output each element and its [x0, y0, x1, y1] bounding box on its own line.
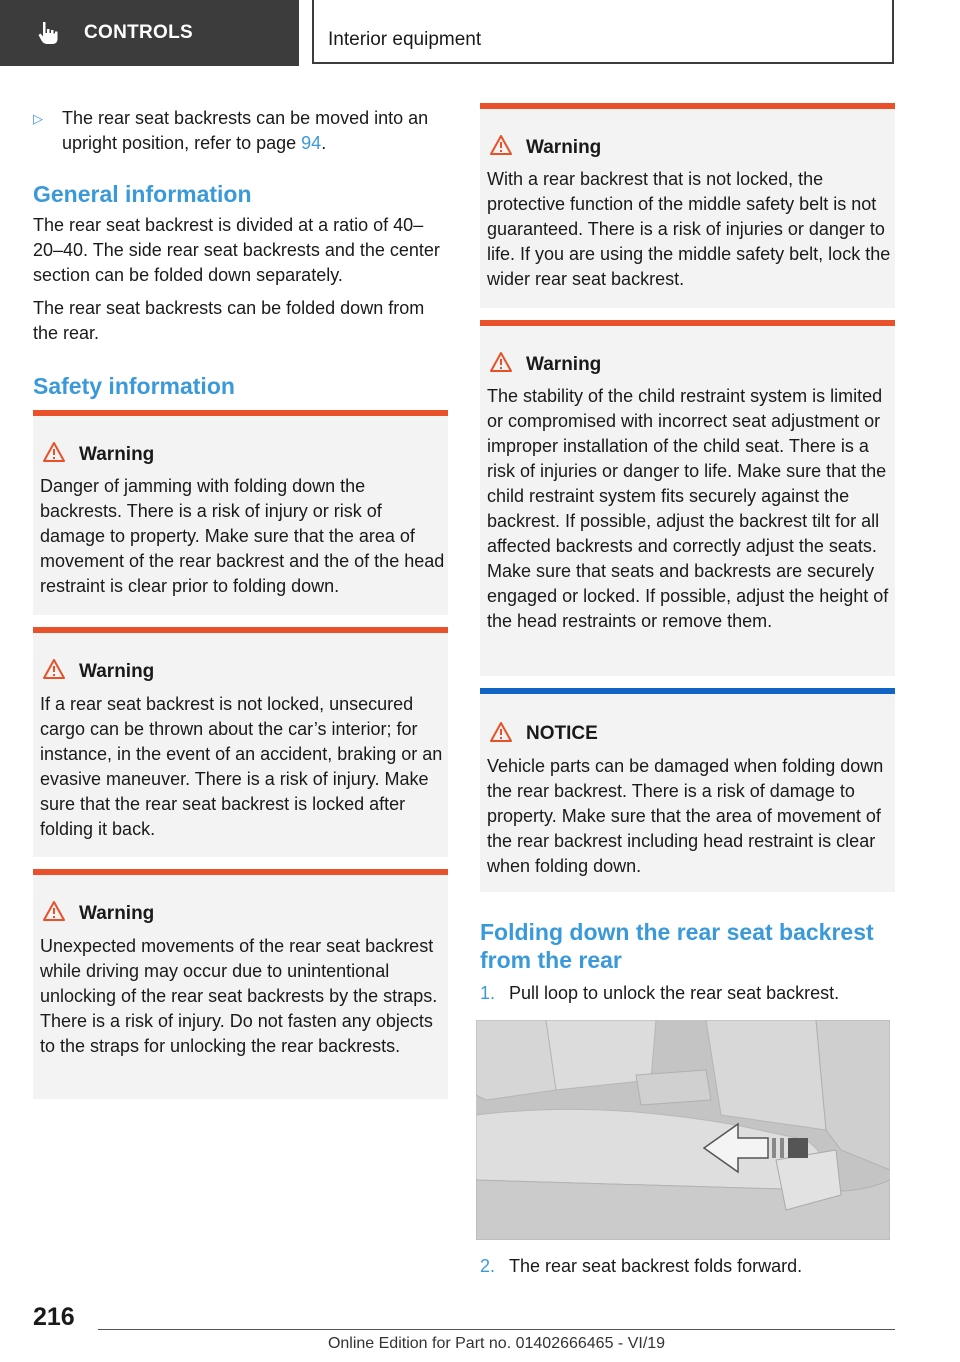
warning-triangle-icon [490, 135, 512, 155]
warning-triangle-icon [43, 659, 65, 679]
notice-box [480, 688, 895, 892]
warning-text: The stability of the child restraint system is limited or compromised with incorrect seat adjustment or improper installation of the child seat. There is a risk of injuries or danger to life. Make sure that the child restraint system fits securely against the backrest. If possible, adjust the backrest tilt for all affected backrests and correctly adjust the seats. Make sure that seats and backrests are securely engaged or locked. If possible, adjust the height of the head restraints or remove them. [487, 386, 889, 631]
step-number: 2. [480, 1256, 496, 1276]
warning-title: Warning [526, 137, 602, 158]
step-text: The rear seat backrest folds forward. [509, 1256, 803, 1276]
folding-heading: Folding down the rear seat backrest from the rear [480, 919, 874, 973]
general-information-heading: General information [33, 181, 252, 207]
page-number: 216 [33, 1303, 75, 1331]
notice-title: NOTICE [526, 723, 598, 744]
warning-text: Danger of jamming with folding down the backrests. There is a risk of injury or risk of damage to property. Make sure that the area of movement of the rear backrest and the of the head restraint is clear prior to folding down. [40, 476, 445, 596]
warning-box [33, 869, 448, 1099]
chapter-tab [0, 0, 299, 66]
section-header [312, 0, 894, 64]
warning-text: Unexpected movements of the rear seat backrest while driving may occur due to unintentional unlocking of the rear seat backrests by the straps. There is a risk of injury. Do not fasten any objects to the straps for unlocking the rear backrests. [40, 936, 438, 1056]
warning-title: Warning [526, 354, 602, 375]
warning-box [480, 103, 895, 308]
warning-triangle-icon [43, 442, 65, 462]
step-number: 1. [480, 983, 496, 1003]
warning-triangle-icon [490, 352, 512, 372]
warning-title: Warning [79, 444, 155, 465]
warning-triangle-icon [490, 722, 512, 742]
triangle-bullet-icon: ▷ [33, 111, 43, 126]
warning-title: Warning [79, 903, 155, 924]
footer-edition: Online Edition for Part no. 01402666465 - VI/19 [327, 1335, 666, 1352]
warning-title: Warning [79, 661, 155, 682]
warning-text: With a rear backrest that is not locked, the protective function of the middle safety belt is not guaranteed. There is a risk of injuries or danger to life. If you are using the middle safety belt, lock the wider rear seat backrest. [487, 169, 891, 289]
general-paragraph-2: The rear seat backrests can be folded down from the rear. [33, 298, 425, 343]
warning-box [33, 410, 448, 615]
section-title: Interior equipment [328, 29, 482, 50]
notice-text: Vehicle parts can be damaged when folding down the rear backrest. There is a risk of damage to property. Make sure that the area of movement of the rear backrest including head restraint is clear when folding down. [487, 756, 884, 876]
page-link[interactable]: 94 [301, 133, 322, 153]
chapter-label: CONTROLS [84, 22, 194, 43]
safety-information-heading: Safety information [33, 373, 235, 399]
warning-text: If a rear seat backrest is not locked, unsecured cargo can be thrown about the car’s interior; for instance, in the event of an accident, braking or an evasive maneuver. There is a risk of injury. Make sure that the rear seat backrest is locked after folding it back. [40, 694, 443, 839]
general-paragraph-1: The rear seat backrest is divided at a ratio of 40–20–40. The side rear seat backrests and the center section can be folded down separately. [33, 215, 440, 285]
hand-pointer-icon [36, 20, 62, 46]
warning-triangle-icon [43, 901, 65, 921]
rear-seat-drawing [476, 1020, 890, 1240]
rear-seat-illustration [476, 1020, 890, 1240]
step-text: Pull loop to unlock the rear seat backrest. [509, 983, 840, 1003]
warning-box [480, 320, 895, 676]
warning-box [33, 627, 448, 857]
footer-divider [98, 1329, 895, 1330]
